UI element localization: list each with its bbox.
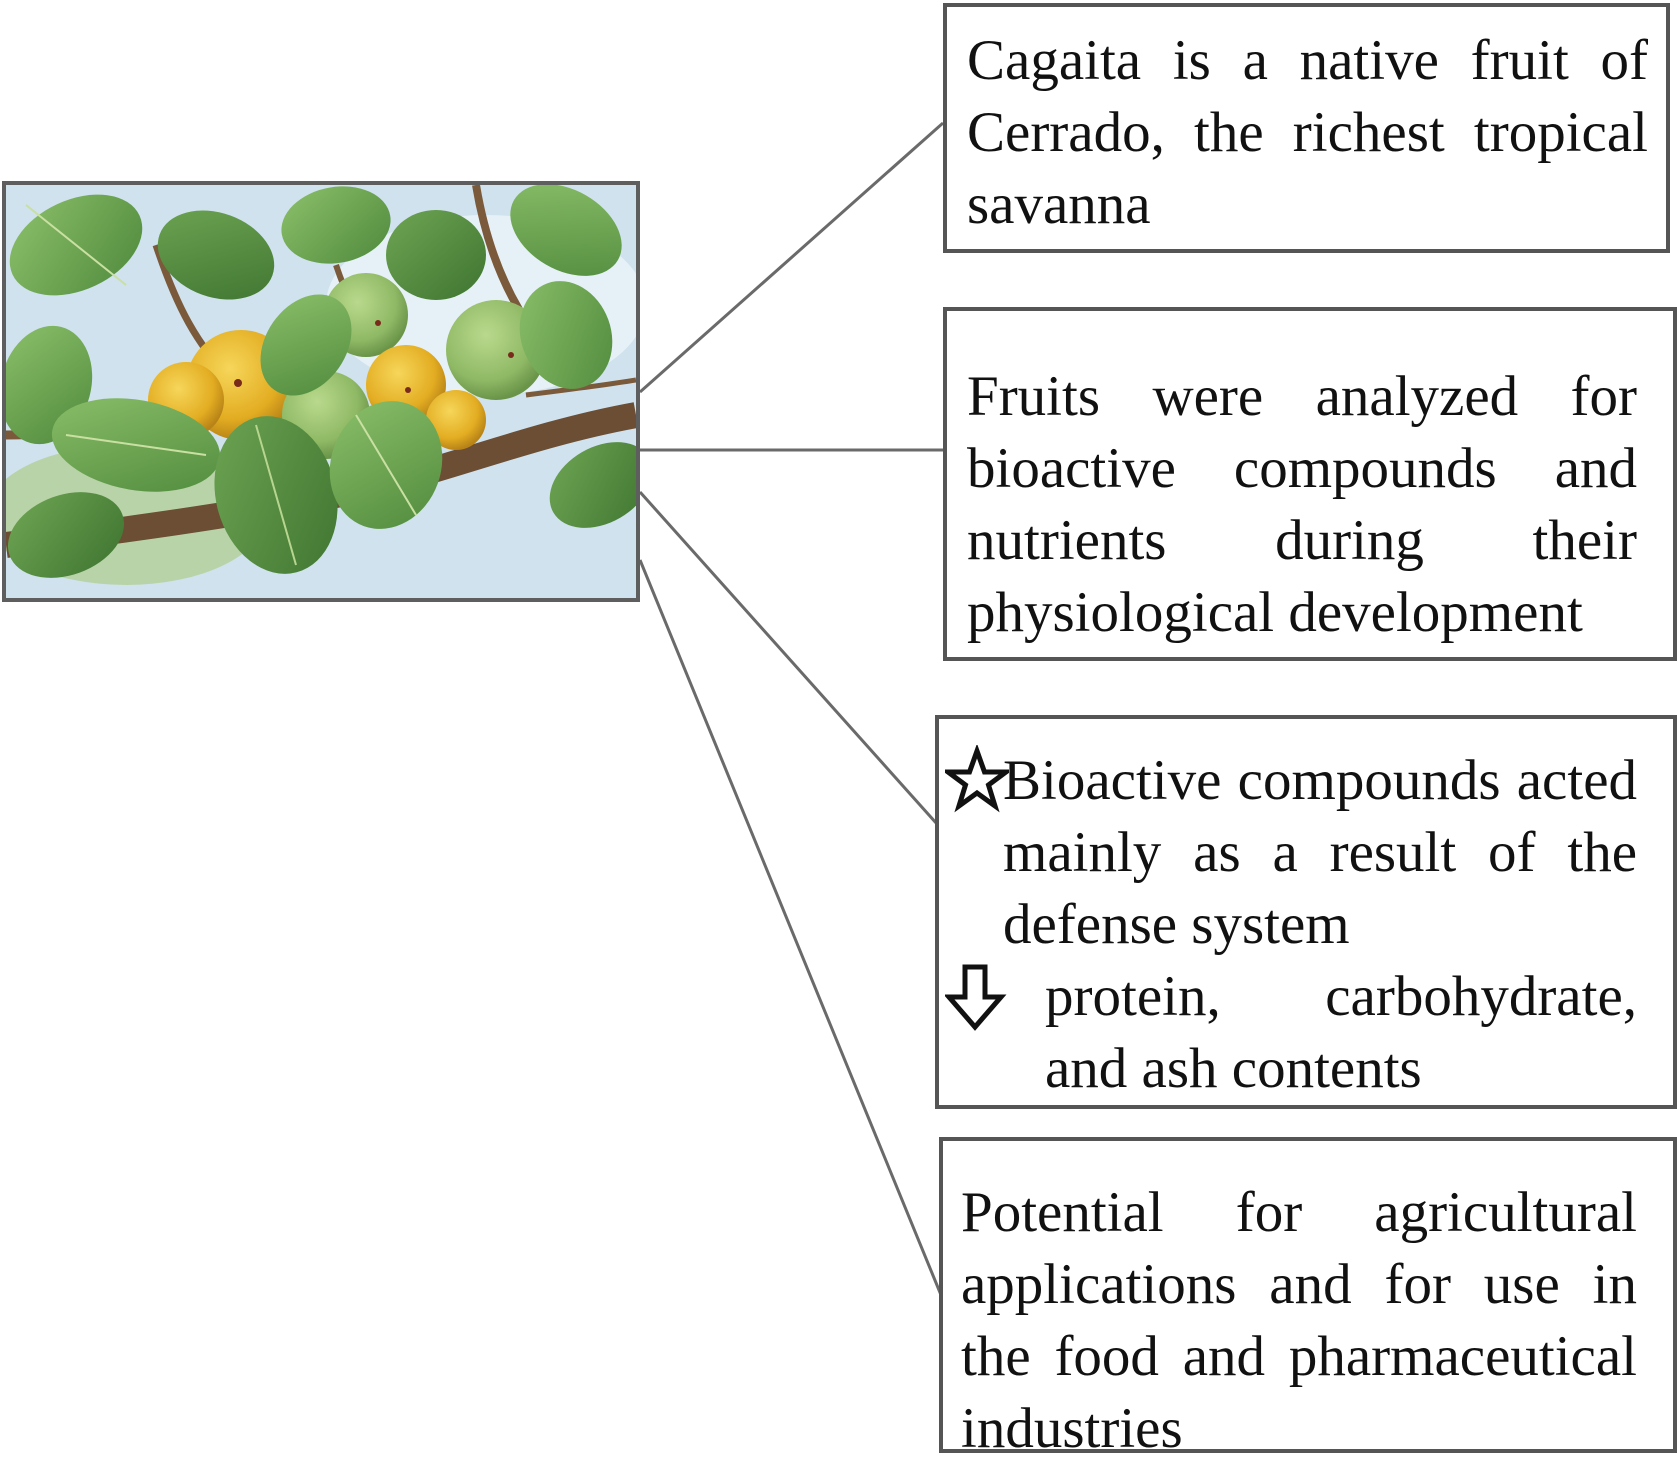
bullet-bioactive-text: Bioactive compounds acted mainly as a result of the defense system [1003,749,1637,956]
info-box-native-fruit [943,3,1670,253]
info-box-potential [939,1137,1677,1460]
connector-to-box-4 [640,560,941,1295]
cagaita-photo [2,181,640,602]
star-icon [945,745,1009,817]
box-2-text: Fruits were analyzed for bioactive compounds and nutrients during their physiological development [967,365,1637,644]
info-box-analysis [943,307,1677,661]
box-1-text: Cagaita is a native fruit of Cerrado, the richest tropical savanna [967,29,1648,236]
bullet-bioactive [945,745,1637,961]
connector-to-box-1 [640,123,943,392]
fruit-branch-illustration [6,185,636,598]
bullet-decrease [945,961,1637,1105]
info-box-findings [935,715,1677,1109]
box-4-text: Potential for agricultural applications and for use in the food and pharmaceutical industries [961,1181,1637,1460]
bullet-decrease-text: protein, carbohydrate, and ash contents [1045,965,1637,1100]
connector-to-box-3 [640,492,937,824]
down-arrow-icon [945,961,1009,1033]
